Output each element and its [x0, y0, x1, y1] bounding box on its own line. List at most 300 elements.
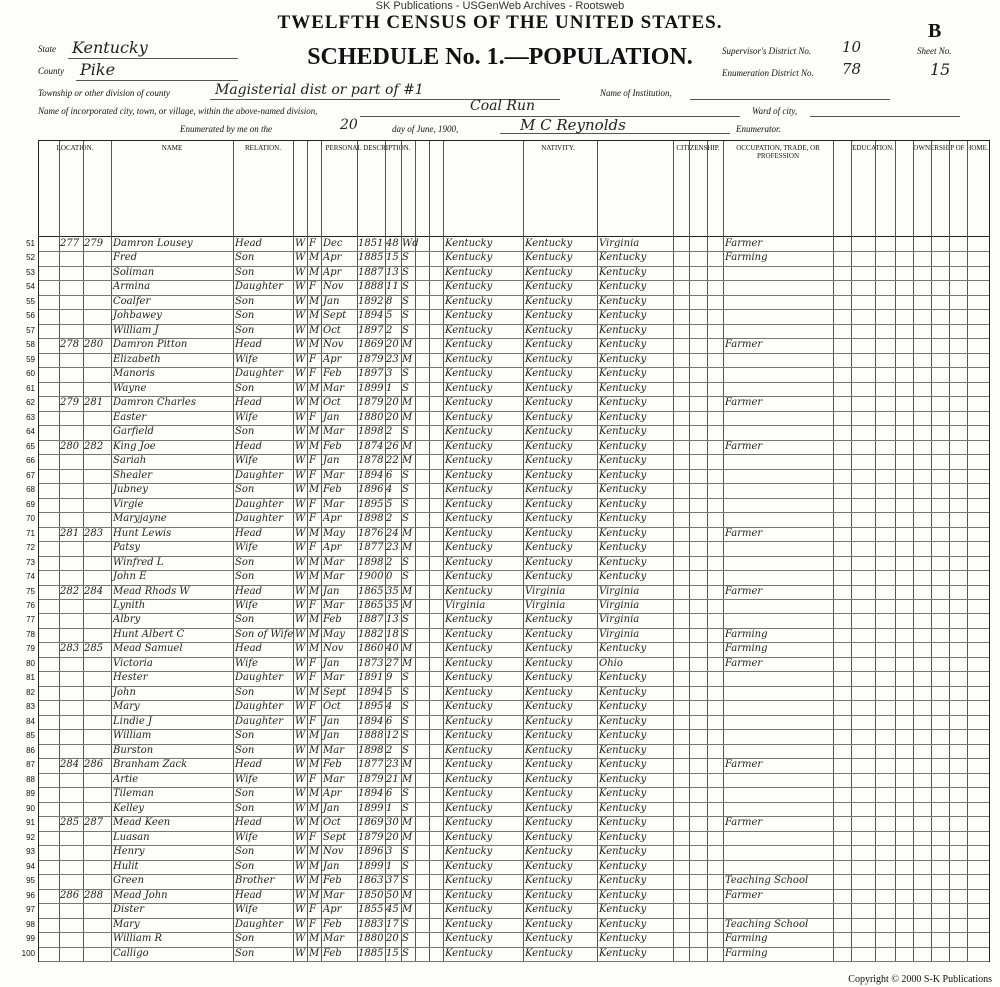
cell-father: Kentucky [525, 513, 573, 525]
cell-name: Shealer [113, 469, 153, 481]
cell-name: Damron Lousey [113, 238, 193, 249]
cell-birth: Kentucky [445, 382, 493, 394]
cell-sex: M [309, 643, 320, 655]
cell-mo: Apr [323, 252, 342, 264]
cell-father: Kentucky [525, 411, 573, 423]
cell-yr: 1879 [358, 773, 384, 785]
cell-name: Mary [113, 701, 140, 713]
cell-father: Virginia [525, 585, 566, 597]
cell-mother: Kentucky [599, 715, 647, 727]
row-number: 94 [26, 861, 35, 871]
cell-mo: Jan [323, 295, 340, 307]
cell-age: 2 [386, 426, 393, 438]
cell-age: 37 [386, 875, 399, 887]
cell-yr: 1885 [358, 252, 384, 264]
cell-birth: Kentucky [445, 904, 493, 916]
cell-mar: S [402, 686, 409, 698]
cell-birth: Kentucky [445, 440, 493, 452]
cell-mother: Kentucky [599, 281, 647, 293]
cell-father: Kentucky [525, 860, 573, 872]
cell-rel: Daughter [235, 513, 283, 525]
cell-age: 4 [386, 484, 393, 496]
cell-mother: Kentucky [599, 918, 647, 930]
cell-yr: 1883 [358, 918, 384, 930]
cell-race: W [295, 686, 306, 698]
cell-mar: M [402, 542, 413, 554]
row-number: 89 [26, 789, 35, 799]
cell-birth: Kentucky [445, 744, 493, 756]
census-table [21, 140, 990, 962]
cell-father: Kentucky [525, 281, 573, 293]
cell-father: Kentucky [525, 686, 573, 698]
cell-rel: Son [235, 846, 255, 858]
cell-mar: M [402, 339, 413, 351]
cell-age: 1 [386, 382, 393, 394]
cell-mar: S [402, 947, 409, 959]
cell-yr: 1880 [358, 933, 384, 945]
source-banner: SK Publications - USGenWeb Archives - Rootsweb [375, 0, 625, 12]
cell-race: W [295, 846, 306, 858]
cell-name: Green [113, 875, 145, 887]
cell-sex: M [309, 947, 320, 959]
cell-name: Maryjayne [113, 513, 167, 525]
cell-mo: Jan [323, 657, 340, 669]
cell-yr: 1894 [358, 310, 384, 322]
cell-rel: Daughter [235, 469, 283, 481]
cell-age: 20 [386, 397, 399, 409]
cell-mother: Kentucky [599, 513, 647, 525]
row-number: 57 [26, 325, 35, 335]
cell-sex: F [309, 918, 316, 930]
row-number: 63 [26, 412, 35, 422]
row-number: 75 [26, 586, 35, 596]
cell-sex: M [309, 527, 320, 539]
cell-mother: Kentucky [599, 397, 647, 409]
cell-sex: F [309, 238, 316, 249]
header-location: LOCATION. [56, 144, 94, 152]
cell-mo: Jan [323, 860, 340, 872]
cell-sex: M [309, 339, 320, 351]
cell-mar: S [402, 484, 409, 496]
row-number: 56 [26, 311, 35, 321]
row-number: 51 [26, 239, 35, 248]
cell-sex: M [309, 628, 320, 640]
cell-father: Kentucky [525, 759, 573, 771]
cell-name: Fred [113, 252, 138, 264]
cell-sex: M [309, 484, 320, 496]
cell-occ: Farming [725, 252, 768, 264]
cell-father: Kentucky [525, 643, 573, 655]
row-number: 84 [26, 716, 35, 726]
cell-mother: Kentucky [599, 802, 647, 814]
cell-birth: Kentucky [445, 484, 493, 496]
cell-mo: Mar [323, 498, 344, 510]
cell-name: Artie [113, 773, 139, 785]
cell-birth: Kentucky [445, 759, 493, 771]
cell-race: W [295, 252, 306, 264]
cell-father: Virginia [525, 600, 566, 611]
cell-fam: 287 [84, 817, 104, 829]
cell-mother: Kentucky [599, 324, 647, 336]
cell-mar: S [402, 295, 409, 307]
cell-rel: Son [235, 614, 255, 626]
cell-race: W [295, 542, 306, 554]
cell-rel: Son [235, 860, 255, 872]
cell-sex: M [309, 614, 320, 626]
cell-fam: 288 [84, 889, 104, 901]
cell-mo: Mar [323, 600, 344, 611]
cell-father: Kentucky [525, 498, 573, 510]
cell-mar: M [402, 657, 413, 669]
cell-mar: S [402, 469, 409, 481]
row-number: 69 [26, 499, 35, 509]
cell-age: 30 [386, 817, 399, 829]
cell-race: W [295, 368, 306, 380]
cell-rel: Daughter [235, 368, 283, 380]
row-number: 93 [26, 847, 35, 857]
cell-mar: M [402, 817, 413, 829]
cell-rel: Son [235, 252, 255, 264]
supervisor-label: Supervisor's District No. [722, 46, 812, 56]
cell-sex: F [309, 281, 316, 293]
cell-age: 9 [386, 672, 393, 684]
cell-father: Kentucky [525, 846, 573, 858]
cell-race: W [295, 397, 306, 409]
cell-name: Sariah [113, 455, 147, 467]
cell-yr: 1898 [358, 556, 384, 568]
cell-birth: Kentucky [445, 411, 493, 423]
cell-age: 8 [386, 295, 393, 307]
enumerated-day: 20 [340, 117, 358, 133]
cell-name: Lindie J [113, 715, 152, 727]
cell-rel: Wife [235, 831, 258, 843]
cell-sex: F [309, 904, 316, 916]
cell-mar: S [402, 802, 409, 814]
cell-race: W [295, 657, 306, 669]
cell-mar: S [402, 324, 409, 336]
cell-mo: Sept [323, 831, 347, 843]
cell-race: W [295, 556, 306, 568]
row-number: 73 [26, 557, 35, 567]
cell-rel: Son [235, 310, 255, 322]
cell-sex: M [309, 266, 320, 278]
cell-race: W [295, 904, 306, 916]
cell-occ: Farming [725, 643, 768, 655]
cell-name: Mead John [113, 889, 168, 901]
cell-age: 23 [386, 542, 399, 554]
cell-mo: Jan [323, 715, 340, 727]
cell-rel: Wife [235, 542, 258, 554]
cell-birth: Kentucky [445, 469, 493, 481]
cell-name: Hunt Lewis [113, 527, 172, 539]
cell-yr: 1887 [358, 266, 384, 278]
township-value: Magisterial dist or part of #1 [215, 82, 424, 98]
row-number: 100 [21, 948, 35, 958]
cell-race: W [295, 730, 306, 742]
cell-mo: Mar [323, 672, 344, 684]
cell-mother: Kentucky [599, 339, 647, 351]
enumeration-value: 78 [842, 60, 862, 78]
cell-sex: M [309, 686, 320, 698]
cell-mother: Kentucky [599, 455, 647, 467]
cell-mother: Kentucky [599, 382, 647, 394]
cell-yr: 1888 [358, 281, 384, 293]
cell-race: W [295, 600, 306, 611]
cell-occ: Farmer [725, 759, 763, 771]
cell-mar: M [402, 643, 413, 655]
cell-occ: Farmer [725, 817, 763, 829]
cell-age: 23 [386, 353, 399, 365]
cell-rel: Son [235, 382, 255, 394]
cell-mar: S [402, 368, 409, 380]
cell-sex: M [309, 817, 320, 829]
cell-age: 18 [386, 628, 399, 640]
census-title: TWELFTH CENSUS OF THE UNITED STATES. [277, 12, 723, 33]
cell-yr: 1873 [358, 657, 384, 669]
cell-rel: Wife [235, 904, 258, 916]
header-name: NAME [161, 144, 183, 152]
row-number: 95 [26, 876, 35, 886]
row-number: 53 [26, 267, 35, 277]
cell-name: Manoris [113, 368, 155, 380]
cell-rel: Daughter [235, 281, 283, 293]
cell-rel: Daughter [235, 498, 283, 510]
cell-father: Kentucky [525, 657, 573, 669]
cell-mo: Feb [323, 759, 342, 771]
cell-sex: F [309, 498, 316, 510]
cell-sex: M [309, 556, 320, 568]
cell-mar: Wd [402, 238, 419, 249]
cell-mar: M [402, 773, 413, 785]
row-number: 88 [26, 774, 35, 784]
cell-race: W [295, 831, 306, 843]
header-nativity: NATIVITY. [541, 144, 575, 152]
cell-mo: Feb [323, 918, 342, 930]
cell-age: 21 [386, 773, 399, 785]
cell-rel: Son [235, 295, 255, 307]
cell-sex: F [309, 542, 316, 554]
cell-yr: 1894 [358, 469, 384, 481]
cell-mo: Jan [323, 411, 340, 423]
cell-mar: S [402, 715, 409, 727]
cell-yr: 1899 [358, 860, 384, 872]
cell-occ: Farmer [725, 440, 763, 452]
cell-dw: 284 [60, 759, 80, 771]
cell-sex: M [309, 744, 320, 756]
cell-rel: Head [235, 238, 263, 249]
cell-dw: 279 [60, 397, 80, 409]
cell-rel: Son [235, 484, 255, 496]
cell-fam: 286 [84, 759, 104, 771]
cell-age: 26 [386, 440, 399, 452]
state-label: State [38, 44, 56, 54]
cell-rel: Head [235, 585, 263, 597]
cell-mar: S [402, 933, 409, 945]
cell-mo: Nov [323, 339, 344, 351]
cell-sex: F [309, 469, 316, 481]
incorporated-value: Coal Run [470, 98, 535, 114]
cell-father: Kentucky [525, 440, 573, 452]
cell-father: Kentucky [525, 904, 573, 916]
cell-mother: Kentucky [599, 310, 647, 322]
cell-rel: Son [235, 266, 255, 278]
cell-occ: Farming [725, 628, 768, 640]
cell-father: Kentucky [525, 295, 573, 307]
township-label: Township or other division of county [38, 88, 170, 98]
cell-birth: Kentucky [445, 657, 493, 669]
cell-mother: Kentucky [599, 353, 647, 365]
cell-yr: 1894 [358, 715, 384, 727]
cell-yr: 1855 [358, 904, 384, 916]
cell-sex: M [309, 440, 320, 452]
cell-name: Garfield [113, 426, 154, 438]
cell-rel: Head [235, 889, 263, 901]
cell-mar: S [402, 281, 409, 293]
cell-mar: M [402, 585, 413, 597]
cell-father: Kentucky [525, 933, 573, 945]
cell-mar: S [402, 860, 409, 872]
cell-mo: Apr [323, 353, 342, 365]
cell-sex: M [309, 426, 320, 438]
cell-race: W [295, 324, 306, 336]
row-number: 64 [26, 427, 35, 437]
cell-mother: Virginia [599, 600, 640, 611]
cell-mar: S [402, 875, 409, 887]
cell-name: Henry [113, 846, 145, 858]
cell-mo: Mar [323, 382, 344, 394]
cell-fam: 281 [84, 397, 104, 409]
cell-dw: 282 [60, 585, 80, 597]
cell-race: W [295, 875, 306, 887]
cell-race: W [295, 498, 306, 510]
cell-race: W [295, 933, 306, 945]
cell-birth: Kentucky [445, 238, 493, 249]
cell-birth: Kentucky [445, 353, 493, 365]
cell-mother: Kentucky [599, 933, 647, 945]
cell-age: 48 [386, 238, 399, 249]
cell-mo: Apr [323, 542, 342, 554]
cell-mother: Kentucky [599, 556, 647, 568]
cell-birth: Kentucky [445, 643, 493, 655]
cell-father: Kentucky [525, 238, 573, 249]
cell-rel: Daughter [235, 715, 283, 727]
cell-birth: Kentucky [445, 339, 493, 351]
cell-mother: Kentucky [599, 498, 647, 510]
cell-name: Wayne [113, 382, 147, 394]
cell-rel: Son of Wife [235, 628, 294, 640]
cell-birth: Kentucky [445, 628, 493, 640]
cell-mo: Dec [323, 238, 343, 249]
cell-age: 3 [386, 368, 393, 380]
cell-fam: 284 [84, 585, 104, 597]
cell-father: Kentucky [525, 397, 573, 409]
cell-mar: M [402, 397, 413, 409]
cell-mo: Feb [323, 947, 342, 959]
row-number: 58 [26, 340, 35, 350]
cell-father: Kentucky [525, 773, 573, 785]
cell-yr: 1878 [358, 455, 384, 467]
cell-sex: F [309, 368, 316, 380]
cell-mar: S [402, 252, 409, 264]
copyright-footer: Copyright © 2000 S-K Publications [848, 974, 992, 985]
cell-mo: Apr [323, 788, 342, 800]
cell-rel: Son [235, 730, 255, 742]
cell-mother: Kentucky [599, 527, 647, 539]
cell-yr: 1880 [358, 411, 384, 423]
ward-label: Ward of city, [752, 106, 798, 116]
cell-race: W [295, 440, 306, 452]
cell-sex: F [309, 600, 316, 611]
cell-birth: Kentucky [445, 498, 493, 510]
cell-mother: Kentucky [599, 686, 647, 698]
cell-mar: S [402, 730, 409, 742]
cell-name: Hester [113, 672, 148, 684]
cell-birth: Kentucky [445, 585, 493, 597]
cell-age: 6 [386, 469, 393, 481]
cell-age: 6 [386, 715, 393, 727]
cell-sex: M [309, 397, 320, 409]
cell-name: Branham Zack [113, 759, 188, 771]
cell-rel: Head [235, 397, 263, 409]
cell-age: 2 [386, 744, 393, 756]
cell-race: W [295, 571, 306, 583]
cell-yr: 1865 [358, 585, 384, 597]
cell-age: 6 [386, 788, 393, 800]
cell-age: 27 [386, 657, 399, 669]
cell-rel: Wife [235, 773, 258, 785]
cell-name: King Joe [113, 440, 156, 452]
cell-yr: 1860 [358, 643, 384, 655]
cell-mar: M [402, 411, 413, 423]
cell-mother: Kentucky [599, 252, 647, 264]
cell-birth: Kentucky [445, 889, 493, 901]
cell-race: W [295, 759, 306, 771]
cell-race: W [295, 266, 306, 278]
cell-birth: Kentucky [445, 542, 493, 554]
cell-race: W [295, 889, 306, 901]
row-number: 68 [26, 485, 35, 495]
cell-name: Patsy [113, 542, 141, 554]
cell-mother: Kentucky [599, 817, 647, 829]
cell-age: 50 [386, 889, 399, 901]
cell-rel: Brother [235, 875, 275, 887]
cell-mother: Kentucky [599, 788, 647, 800]
cell-mo: Mar [323, 469, 344, 481]
cell-mother: Virginia [599, 238, 640, 249]
cell-race: W [295, 672, 306, 684]
header-personal: PERSONAL DESCRIPTION. [325, 144, 411, 152]
cell-rel: Wife [235, 600, 258, 611]
cell-age: 45 [386, 904, 399, 916]
cell-birth: Kentucky [445, 310, 493, 322]
cell-age: 13 [386, 614, 399, 626]
cell-birth: Kentucky [445, 266, 493, 278]
cell-yr: 1863 [358, 875, 384, 887]
row-number: 92 [26, 832, 35, 842]
cell-name: Winfred L [113, 556, 164, 568]
cell-mo: Mar [323, 426, 344, 438]
cell-mo: Oct [323, 701, 341, 713]
cell-mother: Kentucky [599, 266, 647, 278]
cell-occ: Farmer [725, 339, 763, 351]
cell-mother: Ohio [599, 657, 623, 669]
cell-yr: 1882 [358, 628, 384, 640]
cell-yr: 1877 [358, 542, 384, 554]
cell-sex: F [309, 455, 316, 467]
cell-yr: 1898 [358, 744, 384, 756]
cell-yr: 1887 [358, 614, 384, 626]
cell-father: Kentucky [525, 614, 573, 626]
